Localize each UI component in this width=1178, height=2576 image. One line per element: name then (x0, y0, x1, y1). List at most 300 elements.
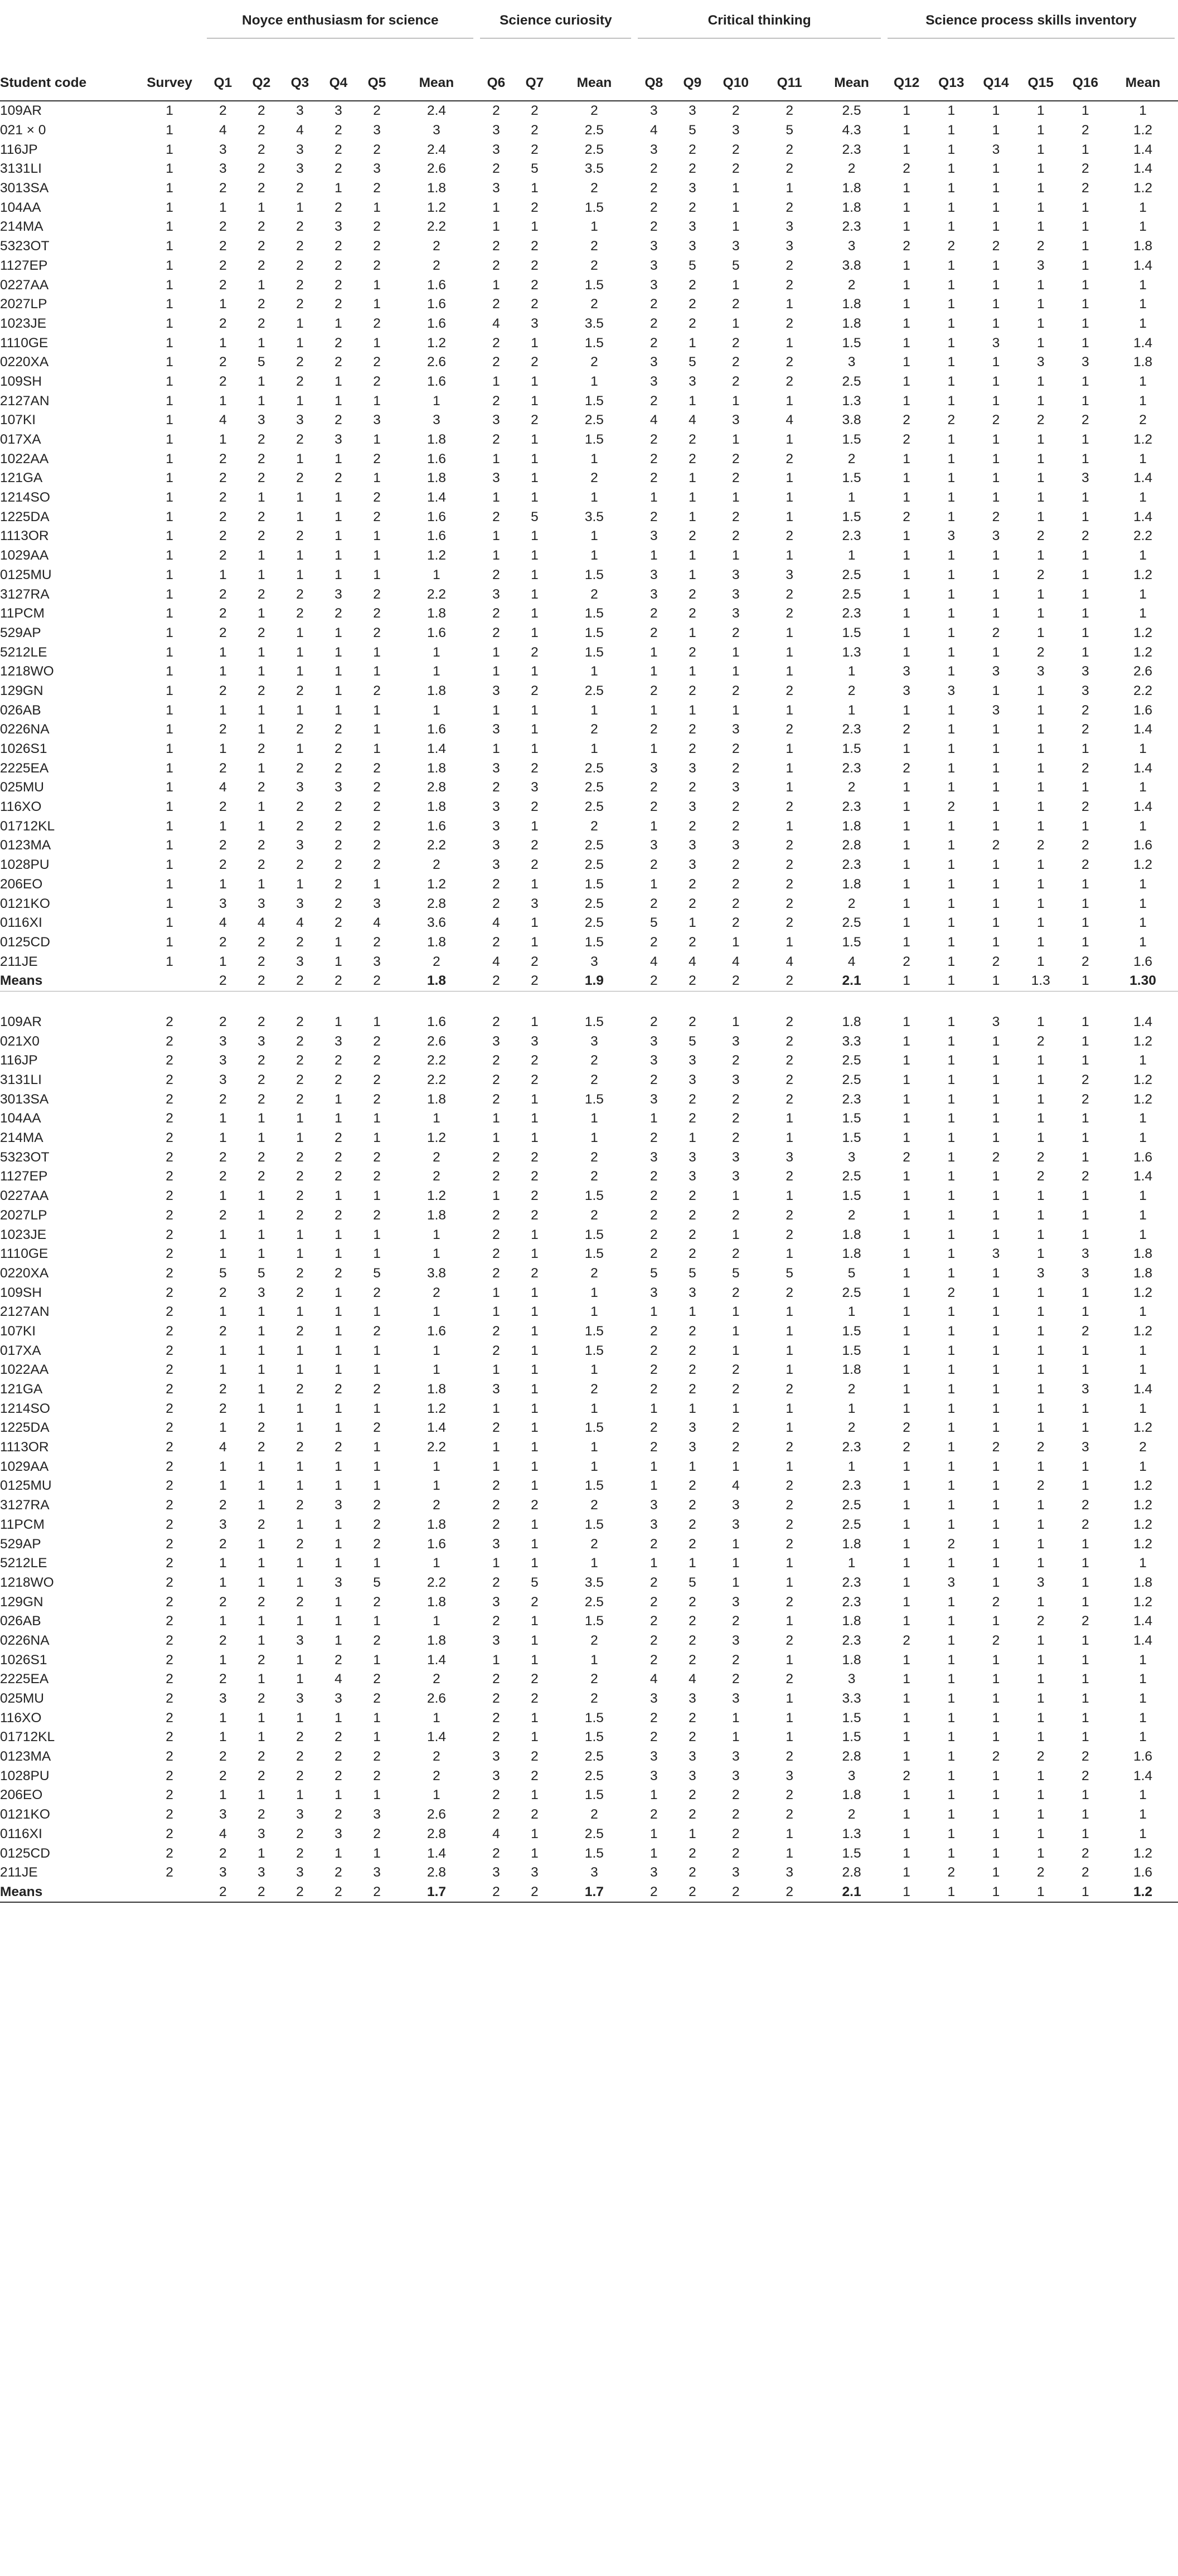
table-cell: 1.2 (1133, 1323, 1153, 1339)
table-cell: 3 (732, 1498, 740, 1513)
table-cell: 1 (1036, 760, 1045, 776)
table-cell: 2 (847, 896, 856, 911)
table-cell: 3 (1036, 354, 1045, 370)
table-cell: 2 (1036, 1749, 1045, 1765)
table-cell: 2.5 (842, 567, 861, 582)
table-cell: 1 (258, 1401, 265, 1416)
table-cell: 3 (992, 702, 1000, 718)
table-cell: 1 (1036, 219, 1045, 235)
table-cell: 2 (992, 1440, 1000, 1455)
table-row (0, 275, 1178, 295)
table-cell: 2 (296, 1053, 304, 1068)
table-cell: 2 (732, 1130, 740, 1146)
table-cell: 1 (1036, 1632, 1045, 1648)
table-cell: 2.5 (584, 799, 604, 815)
table-row (0, 430, 1178, 450)
table-cell: 2 (531, 200, 539, 215)
table-cell: 1 (219, 1188, 227, 1204)
table-cell: 1 (531, 1826, 539, 1841)
table-row (0, 913, 1178, 933)
table-cell: 1.2 (1133, 567, 1153, 582)
table-cell: 1 (1139, 1227, 1147, 1242)
table-cell: 2 (760, 1883, 819, 1903)
table-cell: 2 (492, 1420, 500, 1436)
table-cell: 1 (1082, 606, 1089, 621)
table-cell: 2 (219, 683, 227, 698)
table-cell: 3 (258, 1865, 265, 1880)
table-cell: 2 (689, 876, 696, 892)
table-cell: 2 (166, 1787, 173, 1803)
table-cell: 1 (689, 625, 696, 640)
table-row (0, 1573, 1178, 1593)
table-cell: 1 (335, 1246, 342, 1262)
column-header: Q15 (1019, 66, 1063, 101)
table-cell: 2 (373, 1420, 381, 1436)
table-cell: 3 (650, 1517, 658, 1532)
table-cell: 1 (947, 1149, 956, 1165)
table-cell: 1 (433, 1556, 440, 1571)
table-cell: 1 (219, 567, 227, 582)
table-cell: 1 (947, 644, 956, 660)
table-cell: 1 (992, 451, 1000, 466)
table-cell: 1 (531, 1111, 539, 1126)
table-cell: 1 (296, 567, 304, 582)
student-code-cell: 109AR (0, 1014, 42, 1029)
table-cell: 3 (296, 1691, 304, 1707)
table-cell: 1 (1082, 297, 1089, 312)
table-cell: 3 (903, 683, 910, 698)
table-cell: 2 (1036, 1149, 1045, 1165)
table-cell: 2 (689, 277, 696, 293)
table-row (0, 604, 1178, 624)
table-cell: 2 (689, 934, 696, 950)
table-cell: 1 (786, 1343, 793, 1358)
table-cell: 1 (296, 702, 304, 718)
table-cell: 3.5 (584, 1574, 604, 1590)
table-cell: 5 (689, 1574, 696, 1590)
table-cell: 3 (335, 1033, 342, 1049)
table-cell: 3 (650, 1768, 658, 1783)
table-cell: 1 (1082, 1729, 1089, 1745)
table-cell: 1 (1036, 934, 1045, 950)
table-cell: 1 (992, 915, 1000, 931)
table-cell: 3 (492, 412, 500, 428)
table-cell: 2.8 (426, 1865, 446, 1880)
table-cell: 2 (492, 1807, 500, 1822)
table-cell: 1.8 (1133, 1574, 1153, 1590)
table-cell: 1 (992, 1285, 1000, 1300)
table-cell: 2 (689, 741, 696, 757)
student-code-cell: 3127RA (0, 586, 50, 602)
table-cell: 1 (1036, 1188, 1045, 1204)
table-cell: 2.1 (819, 1883, 884, 1903)
table-cell: 1 (166, 219, 173, 235)
table-cell: 2 (219, 181, 227, 196)
student-code-cell: 3131LI (0, 161, 42, 177)
table-cell: 1 (992, 1072, 1000, 1088)
table-cell: 5 (689, 1033, 696, 1049)
table-body (0, 101, 1178, 1902)
table-cell: 1 (786, 297, 793, 312)
table-cell: 1 (786, 181, 793, 196)
table-cell: 2 (650, 1072, 658, 1088)
table-cell: 3 (847, 1671, 856, 1687)
table-cell: 2 (219, 239, 227, 254)
table-cell: 1 (1036, 1536, 1045, 1552)
table-cell: 3 (219, 1691, 227, 1707)
table-cell: 1 (947, 760, 956, 776)
table-cell: 1 (296, 1401, 304, 1416)
table-cell: 1 (903, 1478, 910, 1494)
table-row (0, 1225, 1178, 1245)
table-cell: 1 (992, 1807, 1000, 1822)
table-cell: 1 (1082, 1130, 1089, 1146)
student-code-cell: 2027LP (0, 1207, 47, 1223)
table-cell: 1 (947, 1420, 956, 1436)
table-cell: 3 (689, 1691, 696, 1707)
means-row (0, 971, 1178, 991)
table-cell: 1 (992, 1787, 1000, 1803)
table-cell: 2 (373, 780, 381, 795)
table-cell: 1 (373, 1304, 381, 1320)
table-cell: 2 (786, 315, 793, 331)
table-row (0, 1109, 1178, 1129)
table-cell: 2 (1139, 412, 1147, 428)
table-cell: 1 (992, 200, 1000, 215)
table-cell: 2.5 (584, 1826, 604, 1841)
table-cell: 1 (531, 1285, 539, 1300)
table-cell: 3 (219, 1072, 227, 1088)
table-cell: 2 (219, 606, 227, 621)
table-cell: 2 (258, 1749, 265, 1765)
table-cell: 2 (847, 1420, 856, 1436)
student-code-cell: 1023JE (0, 315, 47, 331)
table-cell: 1 (992, 470, 1000, 486)
table-cell: 2 (732, 1207, 740, 1223)
table-cell: 2.5 (584, 412, 604, 428)
table-cell: 4 (786, 412, 793, 428)
table-cell: 2 (515, 1883, 554, 1903)
student-code-cell: 116XO (0, 799, 42, 815)
table-cell: 1 (590, 548, 598, 563)
table-cell: 1 (258, 1787, 265, 1803)
table-cell: 1 (335, 1362, 342, 1378)
table-cell: 1 (531, 1382, 539, 1397)
student-code-cell: 021X0 (0, 1033, 40, 1049)
table-cell: 2 (335, 1652, 342, 1668)
table-cell: 2 (689, 722, 696, 737)
table-cell: 2 (732, 335, 740, 351)
student-code-cell: 1028PU (0, 857, 50, 873)
column-header: Q11 (760, 66, 819, 101)
table-cell: 1 (786, 934, 793, 950)
table-cell: 3 (492, 142, 500, 157)
table-cell: 3 (531, 1033, 539, 1049)
table-cell: 1 (1036, 1826, 1045, 1841)
table-cell: 1 (1139, 315, 1147, 331)
table-cell: 1 (258, 1207, 265, 1223)
table-cell: 1.5 (584, 1613, 604, 1629)
table-cell: 3 (650, 1285, 658, 1300)
table-cell: 3 (335, 1691, 342, 1707)
table-cell: 2 (732, 896, 740, 911)
table-cell: 2.5 (842, 103, 861, 119)
table-cell: 2 (590, 818, 598, 834)
table-cell: 3 (650, 586, 658, 602)
table-cell: 2 (689, 1594, 696, 1610)
table-cell: 1.8 (426, 432, 446, 448)
table-cell: 3 (335, 432, 342, 448)
table-cell: 2 (650, 1323, 658, 1339)
table-cell: 3 (492, 1768, 500, 1783)
table-cell: 1 (947, 702, 956, 718)
table-cell: 3 (732, 780, 740, 795)
table-cell: 1.4 (1133, 722, 1153, 737)
table-cell: 2 (689, 1323, 696, 1339)
table-row (0, 1747, 1178, 1767)
table-cell: 1.5 (584, 1323, 604, 1339)
table-cell: 1 (903, 1033, 910, 1049)
table-cell: 2 (219, 470, 227, 486)
table-cell: 1 (947, 1304, 956, 1320)
table-cell: 2 (732, 1420, 740, 1436)
table-cell: 1 (903, 586, 910, 602)
table-cell: 2 (373, 1091, 381, 1107)
table-cell: 2 (219, 257, 227, 273)
table-cell: 4 (219, 412, 227, 428)
table-cell: 1.5 (584, 1710, 604, 1726)
table-cell: 2 (373, 857, 381, 873)
table-cell: 1 (1139, 1729, 1147, 1745)
table-cell: 2 (650, 857, 658, 873)
table-cell: 1 (1082, 393, 1089, 409)
table-cell: 2 (492, 297, 500, 312)
table-cell: 2 (258, 239, 265, 254)
table-cell: 1 (903, 1498, 910, 1513)
table-cell: 2 (786, 683, 793, 698)
table-cell: 3 (786, 1768, 793, 1783)
table-cell: 2 (732, 876, 740, 892)
table-cell: 1 (650, 548, 658, 563)
table-cell: 1 (992, 799, 1000, 815)
table-cell: 3 (1082, 470, 1089, 486)
table-cell: 2 (903, 239, 910, 254)
table-cell: 2 (903, 722, 910, 737)
table-cell: 1 (947, 490, 956, 506)
table-cell: 2 (531, 1072, 539, 1088)
table-cell: 1 (296, 1130, 304, 1146)
table-cell: 2 (335, 838, 342, 853)
table-cell: 2.5 (584, 915, 604, 931)
table-cell: 2 (732, 915, 740, 931)
table-cell: 2 (296, 470, 304, 486)
table-cell: 1 (373, 1710, 381, 1726)
table-cell: 1 (258, 1671, 265, 1687)
table-cell: 2 (786, 1169, 793, 1184)
table-cell: 2 (760, 971, 819, 991)
table-cell: 1 (903, 1014, 910, 1029)
student-code-cell: 109SH (0, 373, 42, 389)
table-cell: 1 (689, 509, 696, 524)
table-cell: 3 (492, 818, 500, 834)
table-cell: 1 (786, 432, 793, 448)
table-cell: 1 (947, 470, 956, 486)
table-cell: 2 (590, 1053, 598, 1068)
table-cell: 2 (590, 103, 598, 119)
table-cell: 1 (1036, 1787, 1045, 1803)
table-cell: 2 (1036, 1033, 1045, 1049)
table-cell: 1.5 (584, 876, 604, 892)
table-cell: 2 (219, 1845, 227, 1861)
table-cell: 1 (258, 567, 265, 582)
table-cell: 2 (219, 1632, 227, 1648)
table-cell: 2 (166, 1632, 173, 1648)
table-cell: 1 (992, 1188, 1000, 1204)
table-cell: 2 (242, 971, 280, 991)
table-cell: 1 (296, 1710, 304, 1726)
table-cell: 2 (992, 1594, 1000, 1610)
table-cell: 2 (166, 1459, 173, 1474)
student-code-cell: 109SH (0, 1285, 42, 1300)
table-cell: 1 (947, 297, 956, 312)
table-cell: 2 (847, 780, 856, 795)
table-cell: 2 (650, 509, 658, 524)
table-cell: 1 (590, 1459, 598, 1474)
table-cell: 1 (903, 315, 910, 331)
student-code-cell: 1225DA (0, 509, 50, 524)
table-cell: 2 (650, 1807, 658, 1822)
table-cell: 1 (1082, 567, 1089, 582)
table-cell: 2 (732, 373, 740, 389)
table-cell: 5 (531, 161, 539, 177)
table-cell: 1.5 (584, 625, 604, 640)
table-cell: 4 (492, 1826, 500, 1841)
table-cell: 1 (1036, 1498, 1045, 1513)
table-cell: 2 (373, 1149, 381, 1165)
table-cell: 2 (689, 586, 696, 602)
table-cell: 1 (903, 1382, 910, 1397)
table-cell: 1 (166, 103, 173, 119)
table-cell: 2 (492, 1323, 500, 1339)
table-cell: 3 (992, 1014, 1000, 1029)
table-cell: 2 (433, 857, 440, 873)
table-cell: 2 (219, 277, 227, 293)
table-cell: 2 (296, 1285, 304, 1300)
table-cell: 2 (373, 1536, 381, 1552)
table-cell: 1 (335, 1632, 342, 1648)
table-cell: 2 (732, 1285, 740, 1300)
table-cell: 2 (1036, 1613, 1045, 1629)
column-header: Q4 (319, 66, 357, 101)
table-cell: 3 (335, 1498, 342, 1513)
table-cell: 1 (689, 335, 696, 351)
group-header-enthusiasm: Noyce enthusiasm for science (203, 0, 477, 66)
table-cell: 1 (1036, 277, 1045, 293)
table-cell: 2 (280, 1883, 319, 1903)
table-cell: 1 (903, 1304, 910, 1320)
table-cell: 1 (903, 915, 910, 931)
table-cell: 1 (590, 1652, 598, 1668)
table-cell: 1.5 (584, 1014, 604, 1029)
table-cell: 1 (1139, 741, 1147, 757)
student-code-cell: 1110GE (0, 1246, 49, 1262)
table-cell: 1.8 (842, 315, 861, 331)
table-cell: 1.4 (1133, 1613, 1153, 1629)
table-cell: 1 (1036, 1517, 1045, 1532)
table-row (0, 1534, 1178, 1554)
table-cell: 1 (1082, 1826, 1089, 1841)
table-cell: 2 (166, 1053, 173, 1068)
table-cell: 2 (992, 1632, 1000, 1648)
table-cell: 1 (258, 1632, 265, 1648)
table-cell: 1 (947, 1517, 956, 1532)
table-cell: 3 (689, 838, 696, 853)
table-cell: 2 (296, 760, 304, 776)
table-cell: 1 (650, 644, 658, 660)
table-cell: 1 (992, 1323, 1000, 1339)
table-cell: 1 (903, 1517, 910, 1532)
student-code-cell: 104AA (0, 1111, 41, 1126)
table-cell: 1 (258, 200, 265, 215)
table-cell: 1 (1139, 1207, 1147, 1223)
table-cell: 1 (296, 1478, 304, 1494)
table-cell: 1 (903, 200, 910, 215)
table-cell: 1.5 (584, 1246, 604, 1262)
table-cell: 1 (903, 548, 910, 563)
table-cell: 1 (531, 335, 539, 351)
column-header: Survey (135, 66, 204, 101)
table-cell: 1 (166, 838, 173, 853)
table-cell: 1.3 (1019, 971, 1063, 991)
table-cell: 2 (373, 1033, 381, 1049)
table-cell: 1 (531, 1440, 539, 1455)
table-cell: 2 (847, 277, 856, 293)
table-cell: 1 (335, 702, 342, 718)
table-cell: 2 (732, 1845, 740, 1861)
table-cell: 4 (847, 954, 856, 969)
table-row (0, 1264, 1178, 1284)
table-cell: 1 (650, 818, 658, 834)
table-cell: 1 (166, 297, 173, 312)
table-cell: 1 (590, 528, 598, 544)
table-cell: 2 (689, 1498, 696, 1513)
table-cell: 1 (1036, 799, 1045, 815)
table-cell: 2 (335, 1053, 342, 1068)
table-cell: 1 (219, 1304, 227, 1320)
table-cell: 2 (492, 432, 500, 448)
table-cell: 1 (903, 1845, 910, 1861)
table-row (0, 875, 1178, 895)
table-cell: 2 (531, 1807, 539, 1822)
table-cell: 2 (590, 470, 598, 486)
table-cell: 1 (166, 200, 173, 215)
table-cell: 1 (258, 1382, 265, 1397)
table-cell: 1 (992, 1091, 1000, 1107)
table-cell: 1 (1139, 818, 1147, 834)
table-cell: 1 (947, 1053, 956, 1068)
table-cell: 2 (1082, 857, 1089, 873)
table-cell: 1.9 (554, 971, 635, 991)
table-cell: 2 (373, 219, 381, 235)
table-cell: 2 (786, 1440, 793, 1455)
table-cell: 1 (373, 1613, 381, 1629)
table-row (0, 1863, 1178, 1883)
table-cell: 2 (219, 586, 227, 602)
table-cell: 1 (492, 741, 500, 757)
table-cell: 2 (689, 1652, 696, 1668)
table-cell: 1 (1082, 1556, 1089, 1571)
table-cell: 1 (1082, 1536, 1089, 1552)
